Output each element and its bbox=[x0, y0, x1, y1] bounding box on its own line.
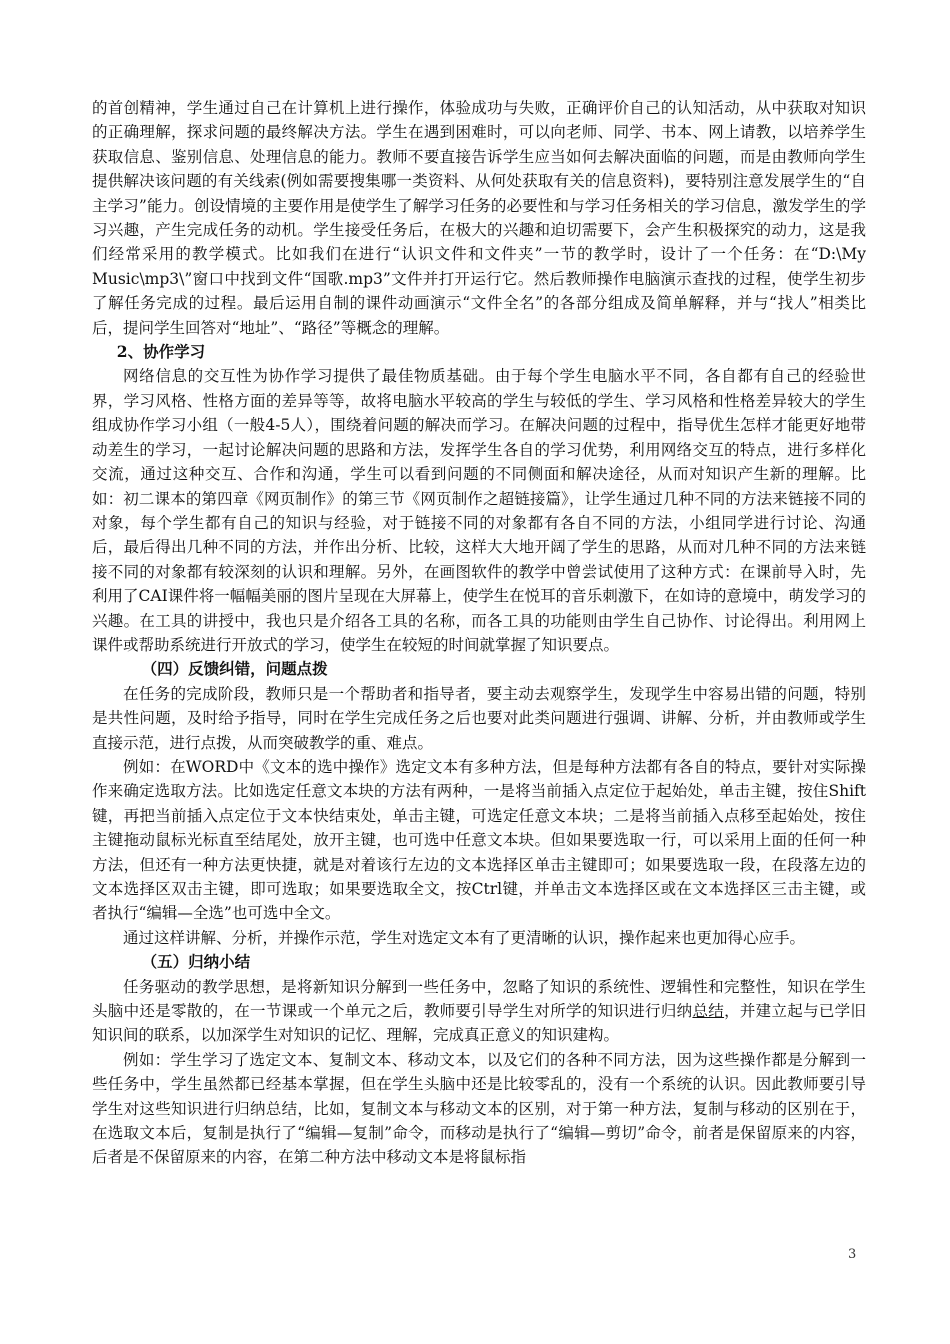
heading-collaborative-learning: 2、协作学习 bbox=[116, 342, 206, 362]
paragraph-word-example: 例如：在WORD中《文本的选中操作》选定文本有多种方法，但是每种方法都有各自的特点，要针对实际操作来确定选取方法。比如选定任意文本块的方法有两种，一是将当前插入点定位于起始处，单击主键，按住Shift键，再把当前插入点定位于文本快结束处，单击主键，可选定任意文本块；二是将当前插入点移至起始处，按住主键拖动鼠标光标直至结尾处，放开主键，也可选中任意文本块。但如果要选取一行，可以采用上面的任何一种方法，但还有一种方法更快捷，就是对着该行左边的文本选择区单击主键即可；如果要选取一段，在段落左边的文本选择区双击主键，即可选取；如果要选取全文，按Ctrl键，并单击文本选择区或在文本选择区三击主键，或者执行“编辑—全选”也可选中全文。 bbox=[92, 757, 866, 923]
document-body bbox=[92, 96, 866, 1170]
paragraph-task-driven-part-2: ，并建立起与已学旧知识间的联系，以加深学生对知识的记忆、理解，完成真正意义的知识建构。 bbox=[92, 1002, 866, 1045]
heading-feedback-correction: （四）反馈纠错，问题点拨 bbox=[141, 659, 328, 679]
paragraph-summary-example: 例如：学生学习了选定文本、复制文本、移动文本，以及它们的各种不同方法，因为这些操作都是分解到一些任务中，学生虽然都已经基本掌握，但在学生头脑中还是比较零乱的，没有一个系统的认识。因此教师要引导学生对这些知识进行归纳总结，比如，复制文本与移动文本的区别，对于第一种方法，复制与移动的区别在于，在选取文本后，复制是执行了“编辑—复制”命令，而移动是执行了“编辑—剪切”命令，前者是保留原来的内容，后者是不保留原来的内容，在第二种方法中移动文本是将鼠标指 bbox=[92, 1050, 866, 1167]
paragraph-feedback: 在任务的完成阶段，教师只是一个帮助者和指导者，要主动去观察学生，发现学生中容易出错的问题，特别是共性问题，及时给予指导，同时在学生完成任务之后也要对此类问题进行强调、讲解、分析，并由教师或学生直接示范，进行点拨，从而突破教学的重、难点。 bbox=[92, 684, 866, 752]
paragraph-task-driven-part-1: 任务驱动的教学思想，是将新知识分解到一些任务中，忽略了知识的系统性、逻辑性和完整性，知识在学生头脑中还是零散的，在一节课或一个单元之后，教师要引导学生对所学的知识进行归纳 bbox=[92, 977, 866, 1021]
paragraph-collaborative-learning: 网络信息的交互性为协作学习提供了最佳物质基础。由于每个学生电脑水平不同，各自都有自己的经验世界，学习风格、性格方面的差异等等，故将电脑水平较高的学生与较低的学生、学习风格和性格差异较大的学生组成协作学习小组（一般4-5人），围绕着问题的解决而学习。在解决问题的过程中，指导优生怎样才能更好地带动差生的学习，一起讨论解决问题的思路和方法，发挥学生各自的学习优势，利用网络交互的特点，进行多样化交流，通过这种交互、合作和沟通，学生可以看到问题的不同侧面和解决途径，从而对知识产生新的理解。比如：初二课本的第四章《网页制作》的第三节《网页制作之超链接篇》，让学生通过几种不同的方法来链接不同的对象，每个学生都有自己的知识与经验，对于链接不同的对象都有各自不同的方法，小组同学进行讨论、沟通后，最后得出几种不同的方法，并作出分析、比较，这样大大地开阔了学生的思路，从而对几种不同的方法来链接不同的对象都有较深刻的认识和理解。另外，在画图软件的教学中曾尝试使用了这种方式：在课前导入时，先利用了CAI课件将一幅幅美丽的图片呈现在大屏幕上，使学生在悦耳的音乐刺激下，在如诗的意境中，萌发学习的兴趣。在工具的讲授中，我也只是介绍各工具的名称，而各工具的功能则由学生自己协作、讨论得出。利用网上课件或帮助系统进行开放式的学习，使学生在较短的时间就掌握了知识要点。 bbox=[92, 367, 866, 654]
summary-link[interactable]: 总结 bbox=[692, 1002, 725, 1021]
paragraph-continuation: 的首创精神，学生通过自己在计算机上进行操作，体验成功与失败，正确评价自己的认知活动，从中获取对知识的正确理解，探求问题的最终解决方法。学生在遇到困难时，可以向老师、同学、书本、网上请教，以培养学生获取信息、鉴别信息、处理信息的能力。教师不要直接告诉学生应当如何去解决面临的问题，而是由教师向学生提供解决该问题的有关线索(例如需要搜集哪一类资料、从何处获取有关的信息资料)，要特别注意发展学生的“自主学习”能力。创设情境的主要作用是使学生了解学习任务的必要性和与学习任务相关的学习信息，激发学生的学习兴趣，产生完成任务的动机。学生接受任务后，在极大的兴趣和迫切需要下，会产生积极探究的动力，这是我们经常采用的教学模式。比如我们在进行“认识文件和文件夹”一节的教学时，设计了一个任务：在“D:\My Music\mp3\”窗口中找到文件“国歌.mp3”文件并打开运行它。然后教师操作电脑演示查找的过程，使学生初步了解任务完成的过程。最后运用自制的课件动画演示“文件全名”的各部分组成及简单解释，并与“找人”相类比后，提问学生回答对“地址”、“路径”等概念的理解。 bbox=[92, 99, 866, 337]
paragraph-demonstration: 通过这样讲解、分析，并操作示范，学生对选定文本有了更清晰的认识，操作起来也更加得心应手。 bbox=[123, 928, 806, 947]
heading-summary: （五）归纳小结 bbox=[141, 952, 251, 972]
paragraph-task-driven bbox=[92, 975, 866, 1048]
page-number: 3 bbox=[848, 1247, 857, 1262]
